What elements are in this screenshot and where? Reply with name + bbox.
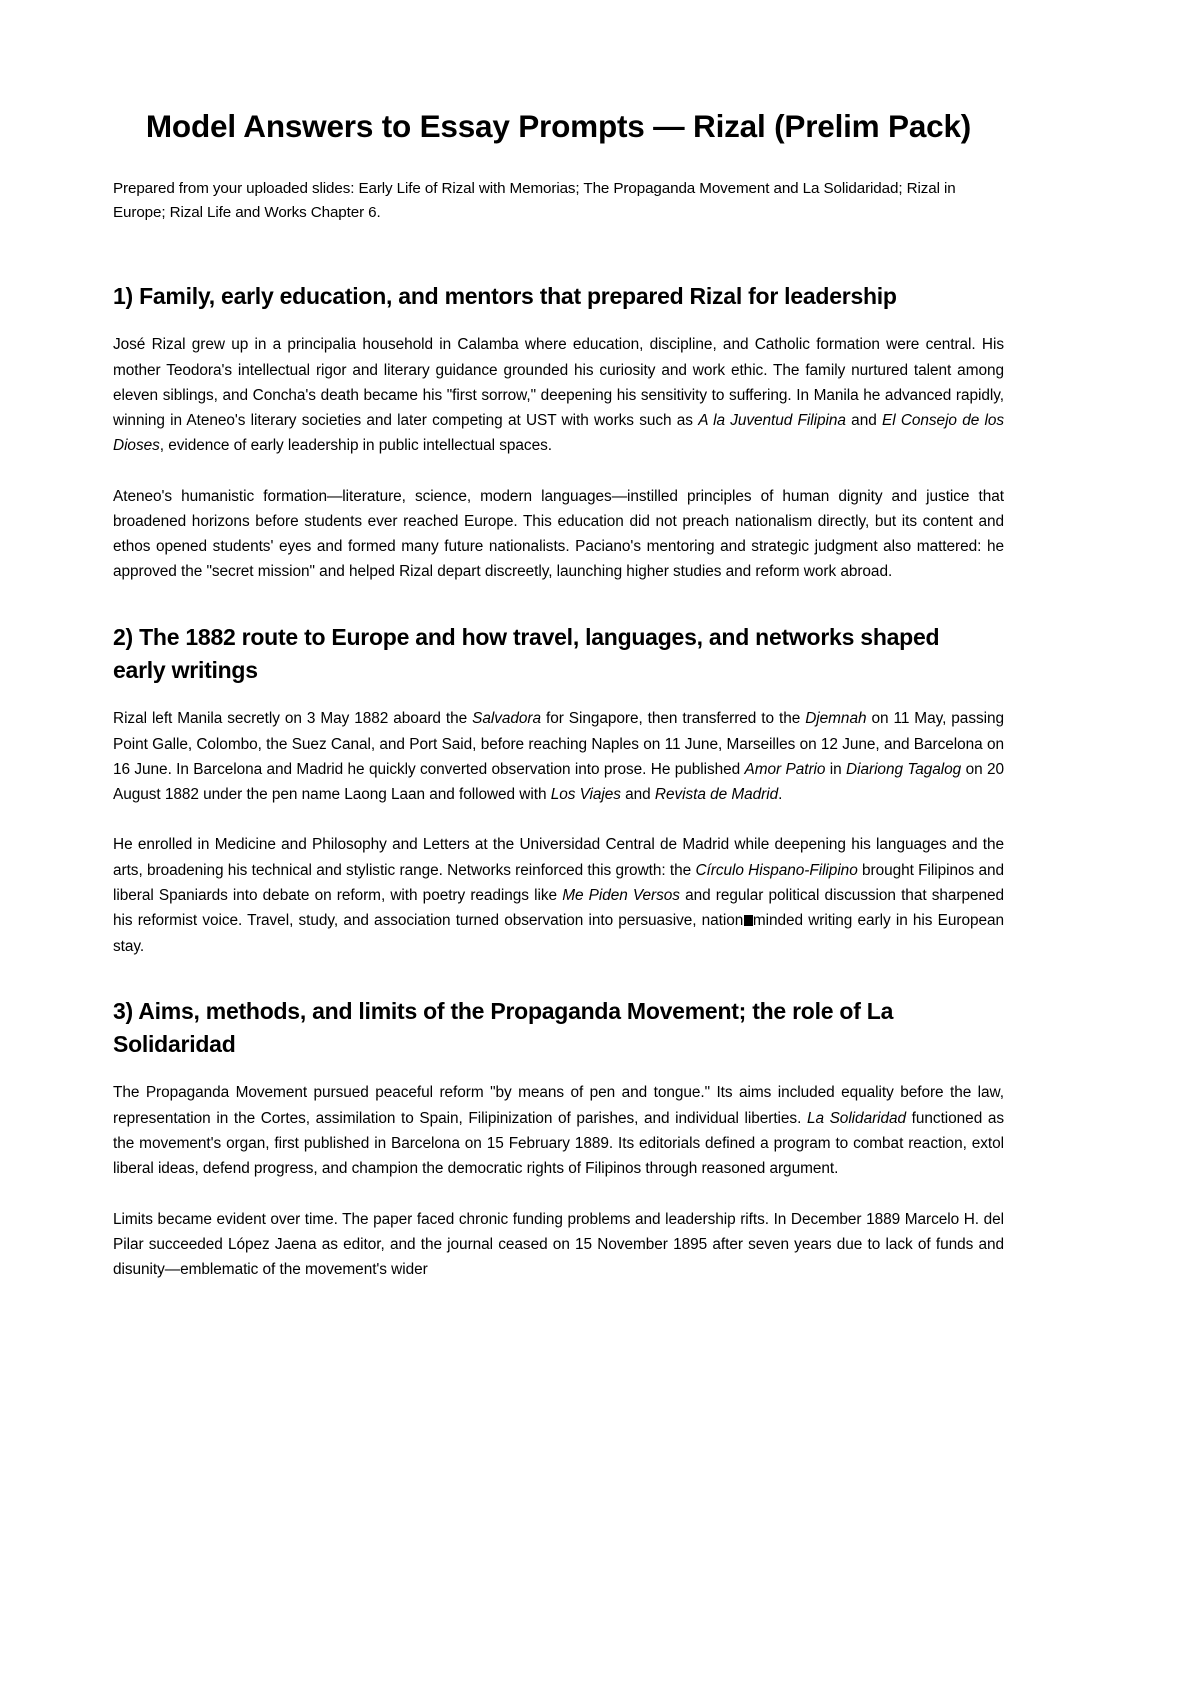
section-heading: 2) The 1882 route to Europe and how travel, languages, and networks shaped early writings (113, 623, 940, 684)
paragraph-text: , evidence of early leadership in public intellectual spaces. (159, 437, 552, 455)
paragraph-text: Limits became evident over time. The paper faced chronic funding problems and leadership rifts. In December 1889 Marcelo H. del Pilar succeeded López Jaena as editor, and the journal ceased on 15 November 1895 after seven years due to lack of funds and disunity—emblematic of the movement's wider (113, 1210, 1004, 1279)
paragraph-text: José Rizal grew up in a principalia household in Calamba where education, discipline, and Catholic formation were central. His mother Teodora's intellectual rigor and literary guidance grounded his curiosity and work ethic. The family nurtured talent among eleven siblings, and Concha's death became his "first sorrow," deepening his sensitivity to suffering. In Manila he advanced rapidly, winning in Ateneo's literary societies and later competing at UST with works such as (113, 336, 1004, 430)
paragraph-text: brought Filipinos and liberal Spaniards into debate on reform, with poetry readings like (113, 861, 1005, 904)
paragraph-text: The Propaganda Movement pursued peaceful reform "by means of pen and tongue." Its aims included equality before the law, representation in the Cortes, assimilation to Spain, Filipinization of parishes, and individual liberties. (113, 1084, 1004, 1127)
document-subtitle: Prepared from your uploaded slides: Early Life of Rizal with Memorias; The Propaganda Movement and La Solidaridad; Rizal in Europe; Rizal Life and Works Chapter 6. (113, 179, 956, 222)
italic-title-text: A la Juventud Filipina (698, 412, 846, 430)
italic-title-text: Los Viajes (550, 786, 621, 804)
paragraph-text: and (845, 412, 882, 430)
paragraph-text: Ateneo's humanistic formation—literature, science, modern languages—instilled principles of human dignity and justice that broadened horizons before students ever reached Europe. This education did not preach nationalism directly, but its content and ethos opened students' eyes and formed many future nationalists. Paciano's mentoring and strategic judgment also mattered: he approved the "secret mission" and helped Rizal depart discreetly, launching higher studies and reform work abroad. (113, 487, 1004, 581)
section-heading: 3) Aims, methods, and limits of the Propaganda Movement; the role of La Solidaridad (113, 997, 894, 1058)
section-heading: 1) Family, early education, and mentors that prepared Rizal for leadership (113, 282, 897, 309)
italic-title-text: Amor Patrio (744, 760, 826, 778)
italic-title-text: Salvadora (472, 710, 541, 728)
italic-title-text: La Solidaridad (806, 1109, 907, 1127)
paragraph-text: minded writing early in his European stay. (113, 912, 1005, 955)
body-paragraph (113, 706, 1004, 807)
body-paragraph (113, 1080, 1004, 1181)
section-2 (113, 621, 1004, 959)
paragraph-text: on 11 May, passing Point Galle, Colombo, the Suez Canal, and Port Said, before reaching Naples on 11 June, Marseilles on 12 June, and Barcelona on 16 June. In Barcelona and Madrid he quickly converted observation into prose. He published (113, 710, 1004, 778)
body-paragraph (113, 332, 1004, 458)
italic-title-text: Círculo Hispano-Filipino (695, 861, 858, 879)
paragraph-text: . (778, 786, 783, 804)
italic-title-text: Djemnah (805, 710, 867, 728)
italic-title-text: Revista de Madrid (654, 786, 779, 804)
paragraph-text: and (620, 786, 655, 804)
document-body (113, 280, 1004, 1282)
paragraph-text: functioned as the movement's organ, first published in Barcelona on 15 February 1889. Its editorials defined a program to combat reaction, extol liberal ideas, defend progress, and champion the democratic rights of Filipinos through reasoned argument. (113, 1109, 1004, 1178)
paragraph-text: for Singapore, then transferred to the (540, 710, 806, 728)
body-paragraph (113, 832, 1004, 958)
paragraph-text: in (825, 760, 847, 778)
italic-title-text: El Consejo de los Dioses (113, 412, 1005, 455)
section-3 (113, 995, 1004, 1283)
section-1 (113, 280, 1004, 585)
body-paragraph (113, 484, 1004, 585)
page-title: Model Answers to Essay Prompts — Rizal (Prelim Pack) (145, 108, 972, 144)
missing-glyph-box-icon (744, 915, 753, 926)
paragraph-text: Rizal left Manila secretly on 3 May 1882 aboard the (113, 710, 473, 728)
body-paragraph (113, 1207, 1004, 1283)
paragraph-text: He enrolled in Medicine and Philosophy and Letters at the Universidad Central de Madrid while deepening his languages and the arts, broadening his technical and stylistic range. Networks reinforced this growth: the (113, 836, 1004, 879)
paragraph-text: on 20 August 1882 under the pen name Laong Laan and followed with (113, 760, 1004, 804)
italic-title-text: Me Piden Versos (562, 886, 680, 904)
paragraph-text: and regular political discussion that sharpened his reformist voice. Travel, study, and association turned observation into persuasive, nation (113, 886, 1004, 930)
italic-title-text: Diariong Tagalog (846, 760, 962, 778)
